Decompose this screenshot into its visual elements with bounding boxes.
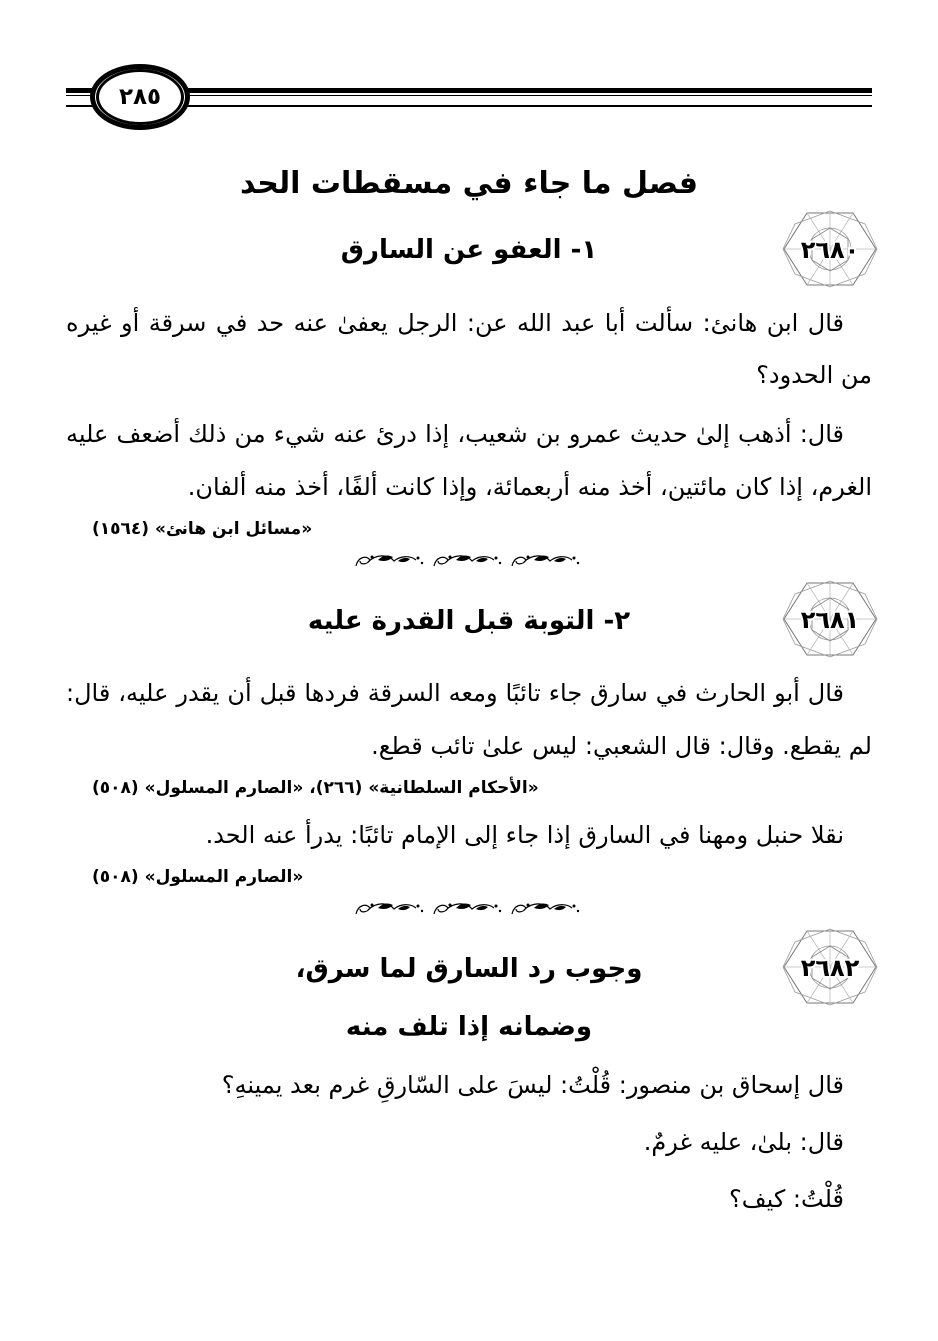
paragraph: قال إسحاق بن منصور: قُلْتُ: ليسَ على السّارقِ غرم بعد يمينهِ؟ xyxy=(221,1071,844,1100)
page-number: ٢٨٥ xyxy=(96,69,184,125)
page-number-badge xyxy=(90,64,190,130)
section-1-header xyxy=(66,211,872,291)
hadith-number: ٢٦٨٠ xyxy=(800,235,860,264)
floral-divider-icon xyxy=(66,551,872,575)
section-3-heading-line2: وضمانه إذا تلف منه xyxy=(345,1012,593,1043)
paragraph: قال: بلىٰ، عليه غرمٌ. xyxy=(643,1128,844,1157)
paragraph: قال ابن هانئ: سألت أبا عبد الله عن: الرجل يعفىٰ عنه حد في سرقة أو غيره من الحدود؟ xyxy=(66,308,872,390)
section-2-heading: ٢- التوبة قبل القدرة عليه xyxy=(307,605,631,636)
section-3-heading: وجوب رد السارق لما سرق، xyxy=(295,953,643,984)
source-citation: «مسائل ابن هانئ» (١٥٦٤) xyxy=(92,518,313,539)
hadith-number-rosette-icon xyxy=(782,928,878,1010)
book-page xyxy=(0,64,938,1226)
section-3-header xyxy=(66,929,872,1009)
paragraph: نقلا حنبل ومهنا في السارق إذا جاء إلى الإمام تائبًا: يدرأ عنه الحد. xyxy=(205,820,844,849)
hadith-number-rosette-icon xyxy=(782,210,878,292)
paragraph: قُلْتُ: كيف؟ xyxy=(729,1184,844,1213)
page-header xyxy=(66,64,872,134)
source-citation: «الصارم المسلول» (٥٠٨) xyxy=(92,866,304,887)
chapter-title: فصل ما جاء في مسقطات الحد xyxy=(239,166,699,201)
hadith-number-rosette-icon xyxy=(782,580,878,662)
paragraph: قال أبو الحارث في سارق جاء تائبًا ومعه السرقة فردها قبل أن يقدر عليه، قال: لم يقطع. وقال: قال الشعبي: ليس علىٰ تائب قطع. xyxy=(66,679,872,761)
hadith-number: ٢٦٨١ xyxy=(800,606,860,635)
paragraph: قال: أذهب إلىٰ حديث عمرو بن شعيب، إذا درئ عنه شيء من ذلك أضعف عليه الغرم، إذا كان مائتين، أخذ منه أربعمائة، وإذا كانت ألفًا، أخذ منه ألفان. xyxy=(66,420,872,501)
hadith-number: ٢٦٨٢ xyxy=(800,954,860,983)
section-1-heading: ١- العفو عن السارق xyxy=(340,234,598,265)
floral-divider-icon xyxy=(66,899,872,923)
section-2-header xyxy=(66,581,872,661)
source-citation: «الأحكام السلطانية» (٢٦٦)، «الصارم المسلول» (٥٠٨) xyxy=(92,778,539,799)
